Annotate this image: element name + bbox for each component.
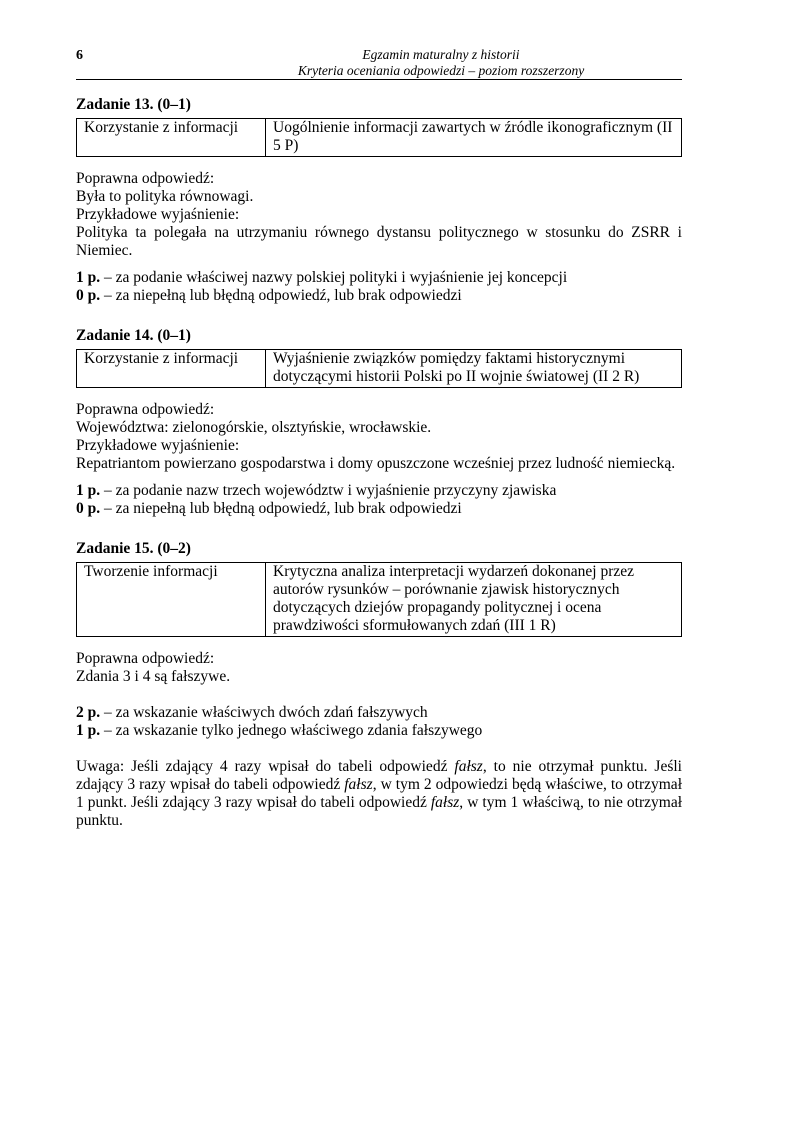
scoring-text: – za wskazanie tylko jednego właściwego zdania fałszywego <box>100 722 483 739</box>
scoring-points: 0 p. <box>76 500 101 517</box>
criteria-table <box>76 562 682 637</box>
scoring-rule <box>76 287 682 305</box>
scoring-text: – za podanie nazw trzech województw i wyjaśnienie przyczyny zjawiska <box>100 482 557 499</box>
criteria-category: Korzystanie z informacji <box>77 119 266 157</box>
task-13 <box>76 96 682 305</box>
scoring-text: – za niepełną lub błędną odpowiedź, lub brak odpowiedzi <box>100 287 462 304</box>
scoring-text: – za niepełną lub błędną odpowiedź, lub brak odpowiedzi <box>100 500 462 517</box>
criteria-description: Uogólnienie informacji zawartych w źródle ikonograficznym (II 5 P) <box>266 119 682 157</box>
scoring-rule <box>76 500 682 518</box>
task-15 <box>76 540 682 830</box>
answer-text: Była to polityka równowagi. <box>76 188 254 205</box>
answer-label: Poprawna odpowiedź: <box>76 170 215 187</box>
page-number: 6 <box>76 48 83 63</box>
header-subtitle: Kryteria oceniania odpowiedzi – poziom rozszerzony <box>297 63 585 78</box>
page-content <box>76 96 682 830</box>
answer-label: Poprawna odpowiedź: <box>76 401 215 418</box>
answer-text: Województwa: zielonogórskie, olsztyńskie, wrocławskie. <box>76 419 432 436</box>
task-14 <box>76 327 682 518</box>
answer-text: Zdania 3 i 4 są fałszywe. <box>76 668 231 685</box>
scoring-points: 1 p. <box>76 482 101 499</box>
scoring-points: 2 p. <box>76 704 101 721</box>
criteria-category: Korzystanie z informacji <box>77 350 266 388</box>
task-title: Zadanie 13. (0–1) <box>76 96 191 113</box>
scoring-rule <box>76 704 682 722</box>
criteria-table <box>76 349 682 388</box>
criteria-category: Tworzenie informacji <box>77 563 266 637</box>
scoring-points: 0 p. <box>76 287 101 304</box>
explanation-text: Repatriantom powierzano gospodarstwa i domy opuszczone wcześniej przez ludność niemiecką. <box>76 455 676 472</box>
scoring-points: 1 p. <box>76 722 101 739</box>
criteria-description: Krytyczna analiza interpretacji wydarzeń dokonanej przez autorów rysunków – porównanie zjawisk historycznych dotyczących dziejów propagandy politycznej i ocena prawdziwości sformułowanych zdań (III 1 R) <box>266 563 682 637</box>
scoring-points: 1 p. <box>76 269 101 286</box>
scoring-rule <box>76 722 682 740</box>
note-paragraph: Uwaga: Jeśli zdający 4 razy wpisał do tabeli odpowiedź fałsz, to nie otrzymał punktu. Jeśli zdający 3 razy wpisał do tabeli odpowiedź fałsz, w tym 2 odpowiedzi będą właściwe, to otrzymał 1 punkt. Jeśli zdający 3 razy wpisał do tabeli odpowiedź fałsz, w tym 1 właściwą, to nie otrzymał punktu. <box>76 758 683 829</box>
header-rule <box>76 79 682 80</box>
criteria-table <box>76 118 682 157</box>
task-title: Zadanie 14. (0–1) <box>76 327 191 344</box>
page-header <box>200 47 682 79</box>
criteria-description: Wyjaśnienie związków pomiędzy faktami historycznymi dotyczącymi historii Polski po II wojnie światowej (II 2 R) <box>266 350 682 388</box>
task-title: Zadanie 15. (0–2) <box>76 540 191 557</box>
answer-label: Poprawna odpowiedź: <box>76 650 215 667</box>
explanation-label: Przykładowe wyjaśnienie: <box>76 437 240 454</box>
scoring-rule <box>76 482 682 500</box>
explanation-label: Przykładowe wyjaśnienie: <box>76 206 240 223</box>
explanation-text: Polityka ta polegała na utrzymaniu równego dystansu politycznego w stosunku do ZSRR i Niemiec. <box>76 224 682 259</box>
scoring-text: – za wskazanie właściwych dwóch zdań fałszywych <box>100 704 428 721</box>
scoring-text: – za podanie właściwej nazwy polskiej polityki i wyjaśnienie jej koncepcji <box>100 269 568 286</box>
header-exam-title: Egzamin maturalny z historii <box>362 47 520 62</box>
scoring-rule <box>76 269 682 287</box>
